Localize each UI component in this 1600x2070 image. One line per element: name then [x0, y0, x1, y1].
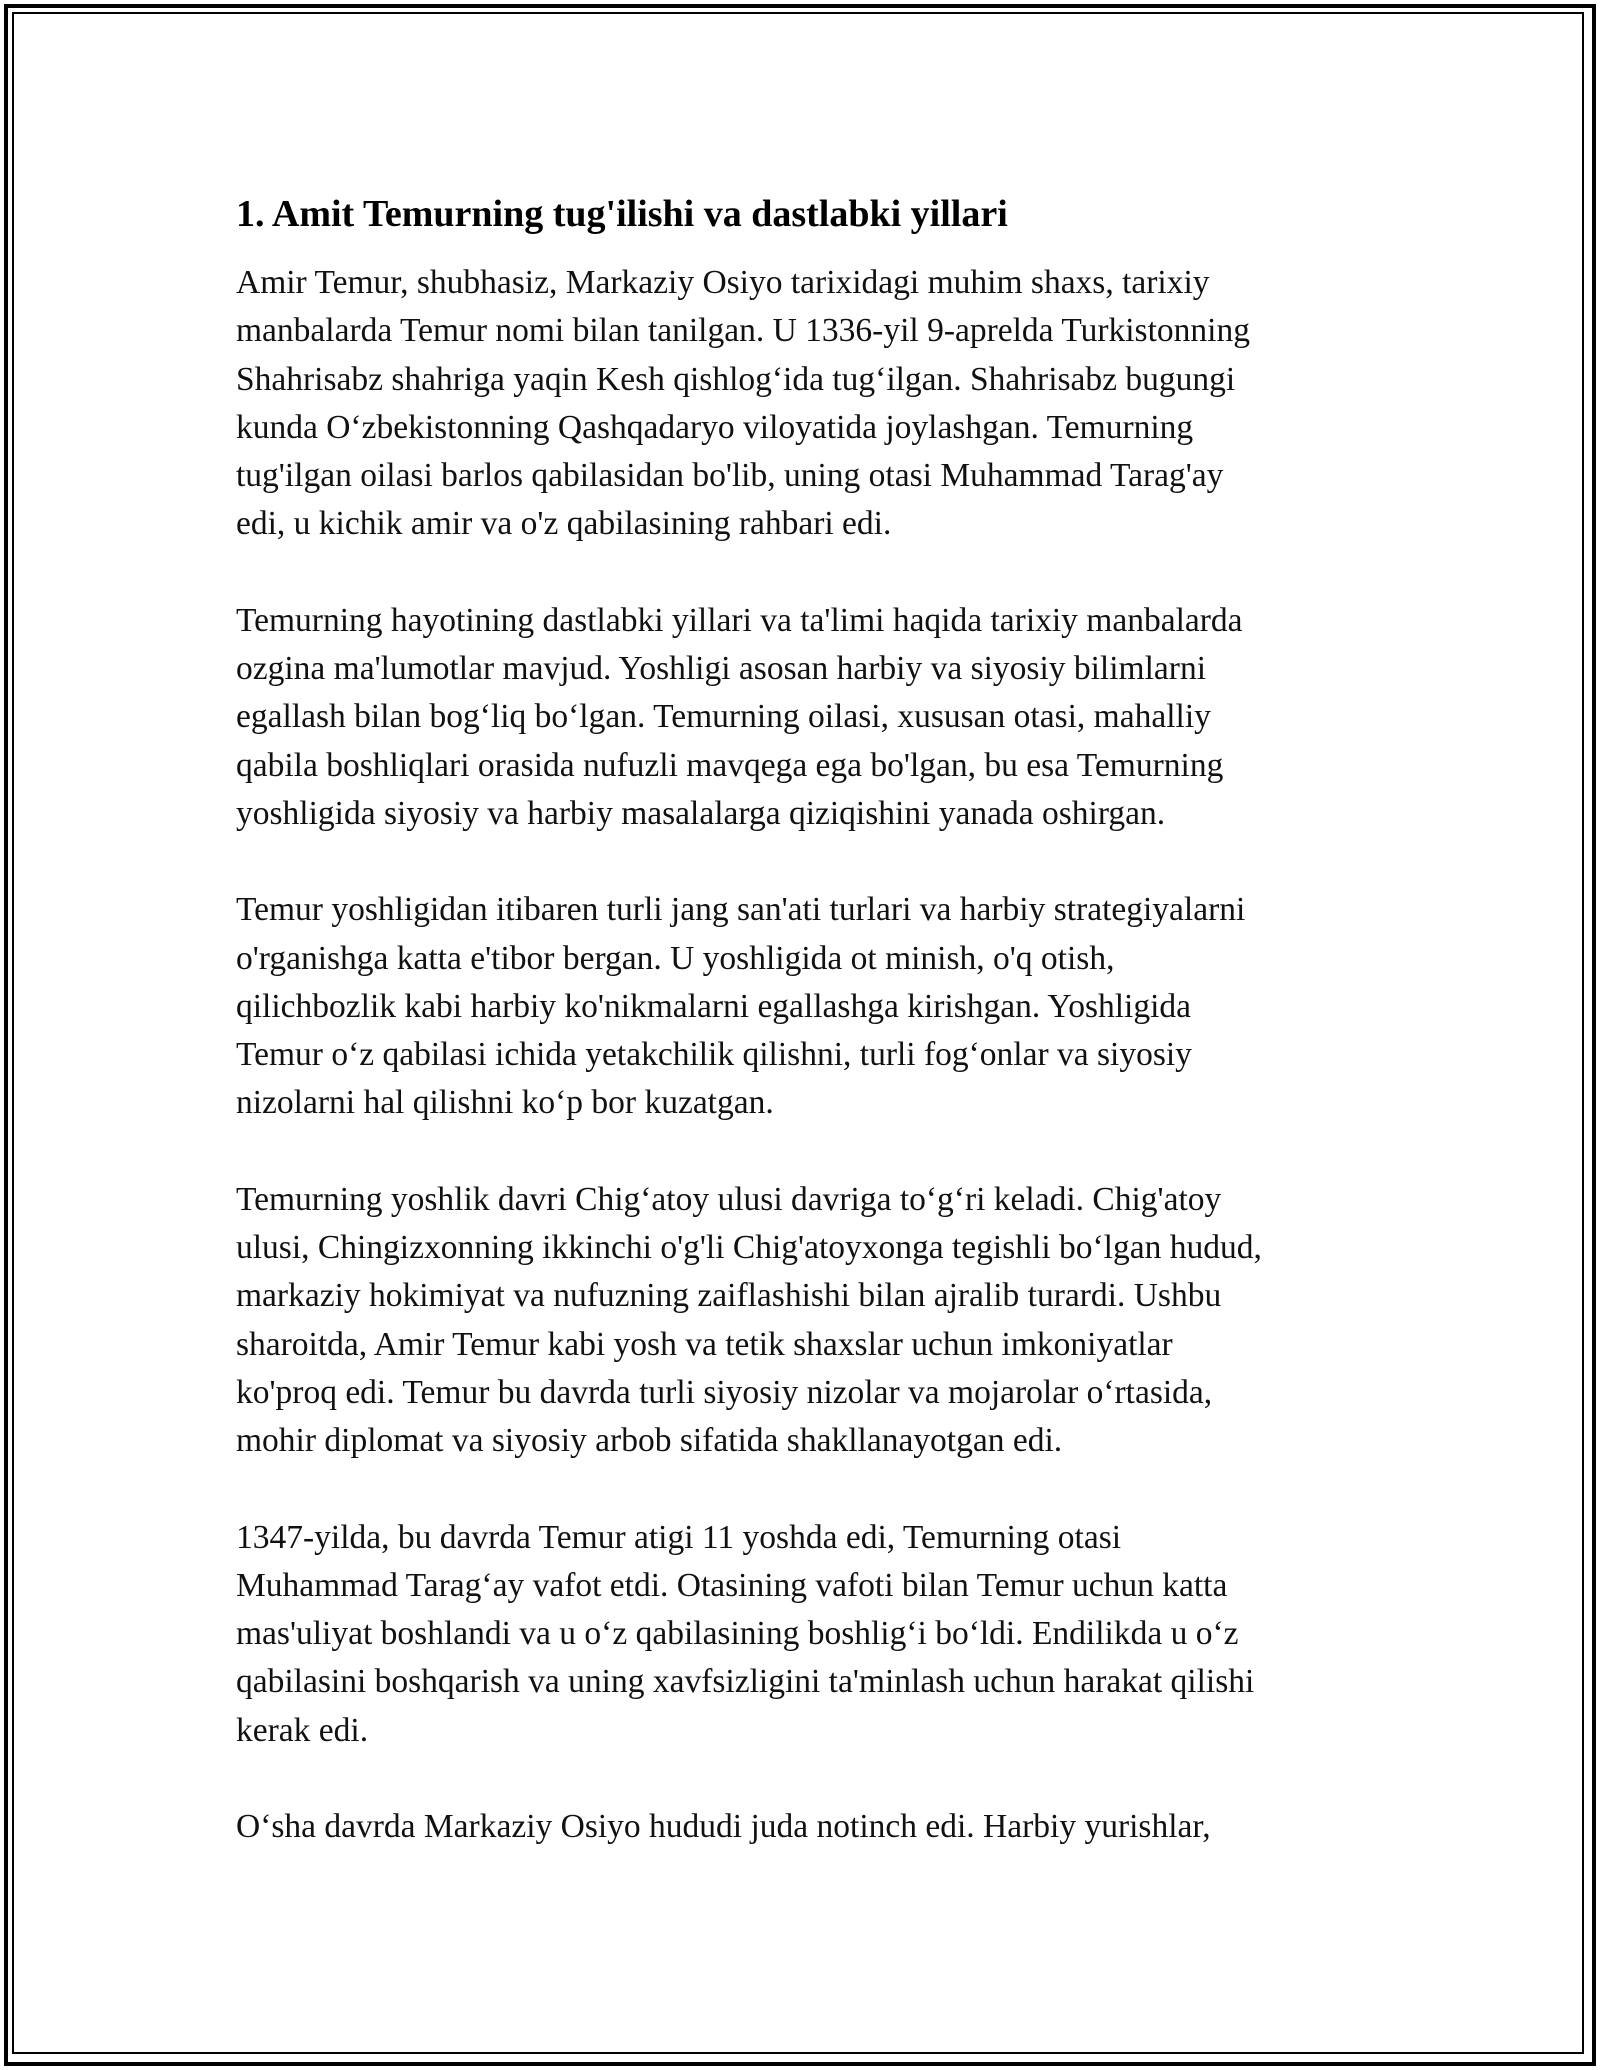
section-heading: 1. Amit Temurning tug'ilishi va dastlabki yillari: [236, 193, 1008, 235]
paragraph-3: Temur yoshligidan itibaren turli jang san'ati turlari va harbiy strategiyalarni o'rganishga katta e'tibor bergan. U yoshligida ot minish, o'q otish, qilichbozlik kabi harbiy ko'nikmalarni egallashga kirishgan. Yoshligida Temur o‘z qabilasi ichida yetakchilik qilishni, turli fog‘onlar va siyosiy nizolarni hal qilishni ko‘p bor kuzatgan.: [236, 891, 1246, 1122]
paragraph-4: Temurning yoshlik davri Chig‘atoy ulusi davriga to‘g‘ri keladi. Chig'atoy ulusi, Chingizxonning ikkinchi o'g'li Chig'atoyxonga tegishli bo‘lgan hudud, markaziy hokimiyat va nufuzning zaiflashishi bilan ajralib turardi. Ushbu sharoitda, Amir Temur kabi yosh va tetik shaxslar uchun imkoniyatlar ko'proq edi. Temur bu davrda turli siyosiy nizolar va mojarolar o‘rtasida, mohir diplomat va siyosiy arbob sifatida shakllanayotgan edi.: [236, 1180, 1262, 1460]
paragraph-1: Amir Temur, shubhasiz, Markaziy Osiyo tarixidagi muhim shaxs, tarixiy manbalarda Temur nomi bilan tanilgan. U 1336-yil 9-aprelda Turkistonning Shahrisabz shahriga yaqin Kesh qishlog‘ida tug‘ilgan. Shahrisabz bugungi kunda O‘zbekistonning Qashqadaryo viloyatida joylashgan. Temurning tug'ilgan oilasi barlos qabilasidan bo'lib, uning otasi Muhammad Tarag'ay edi, u kichik amir va o'z qabilasining rahbari edi.: [236, 264, 1250, 543]
paragraph-6: O‘sha davrda Markaziy Osiyo hududi juda notinch edi. Harbiy yurishlar,: [236, 1808, 1211, 1846]
document-body: [236, 185, 1366, 1899]
paragraph-5: 1347-yilda, bu davrda Temur atigi 11 yoshda edi, Temurning otasi Muhammad Tarag‘ay vafot etdi. Otasining vafoti bilan Temur uchun katta mas'uliyat boshlandi va u o‘z qabilasining boshlig‘i bo‘ldi. Endilikda u o‘z qabilasini boshqarish va uning xavfsizligini ta'minlash uchun harakat qilishi kerak edi.: [236, 1518, 1255, 1749]
paragraph-2: Temurning hayotining dastlabki yillari va ta'limi haqida tarixiy manbalarda ozgina ma'lumotlar mavjud. Yoshligi asosan harbiy va siyosiy bilimlarni egallash bilan bog‘liq bo‘lgan. Temurning oilasi, xususan otasi, mahalliy qabila boshliqlari orasida nufuzli mavqega ega bo'lgan, bu esa Temurning yoshligida siyosiy va harbiy masalalarga qiziqishini yanada oshirgan.: [236, 601, 1243, 832]
